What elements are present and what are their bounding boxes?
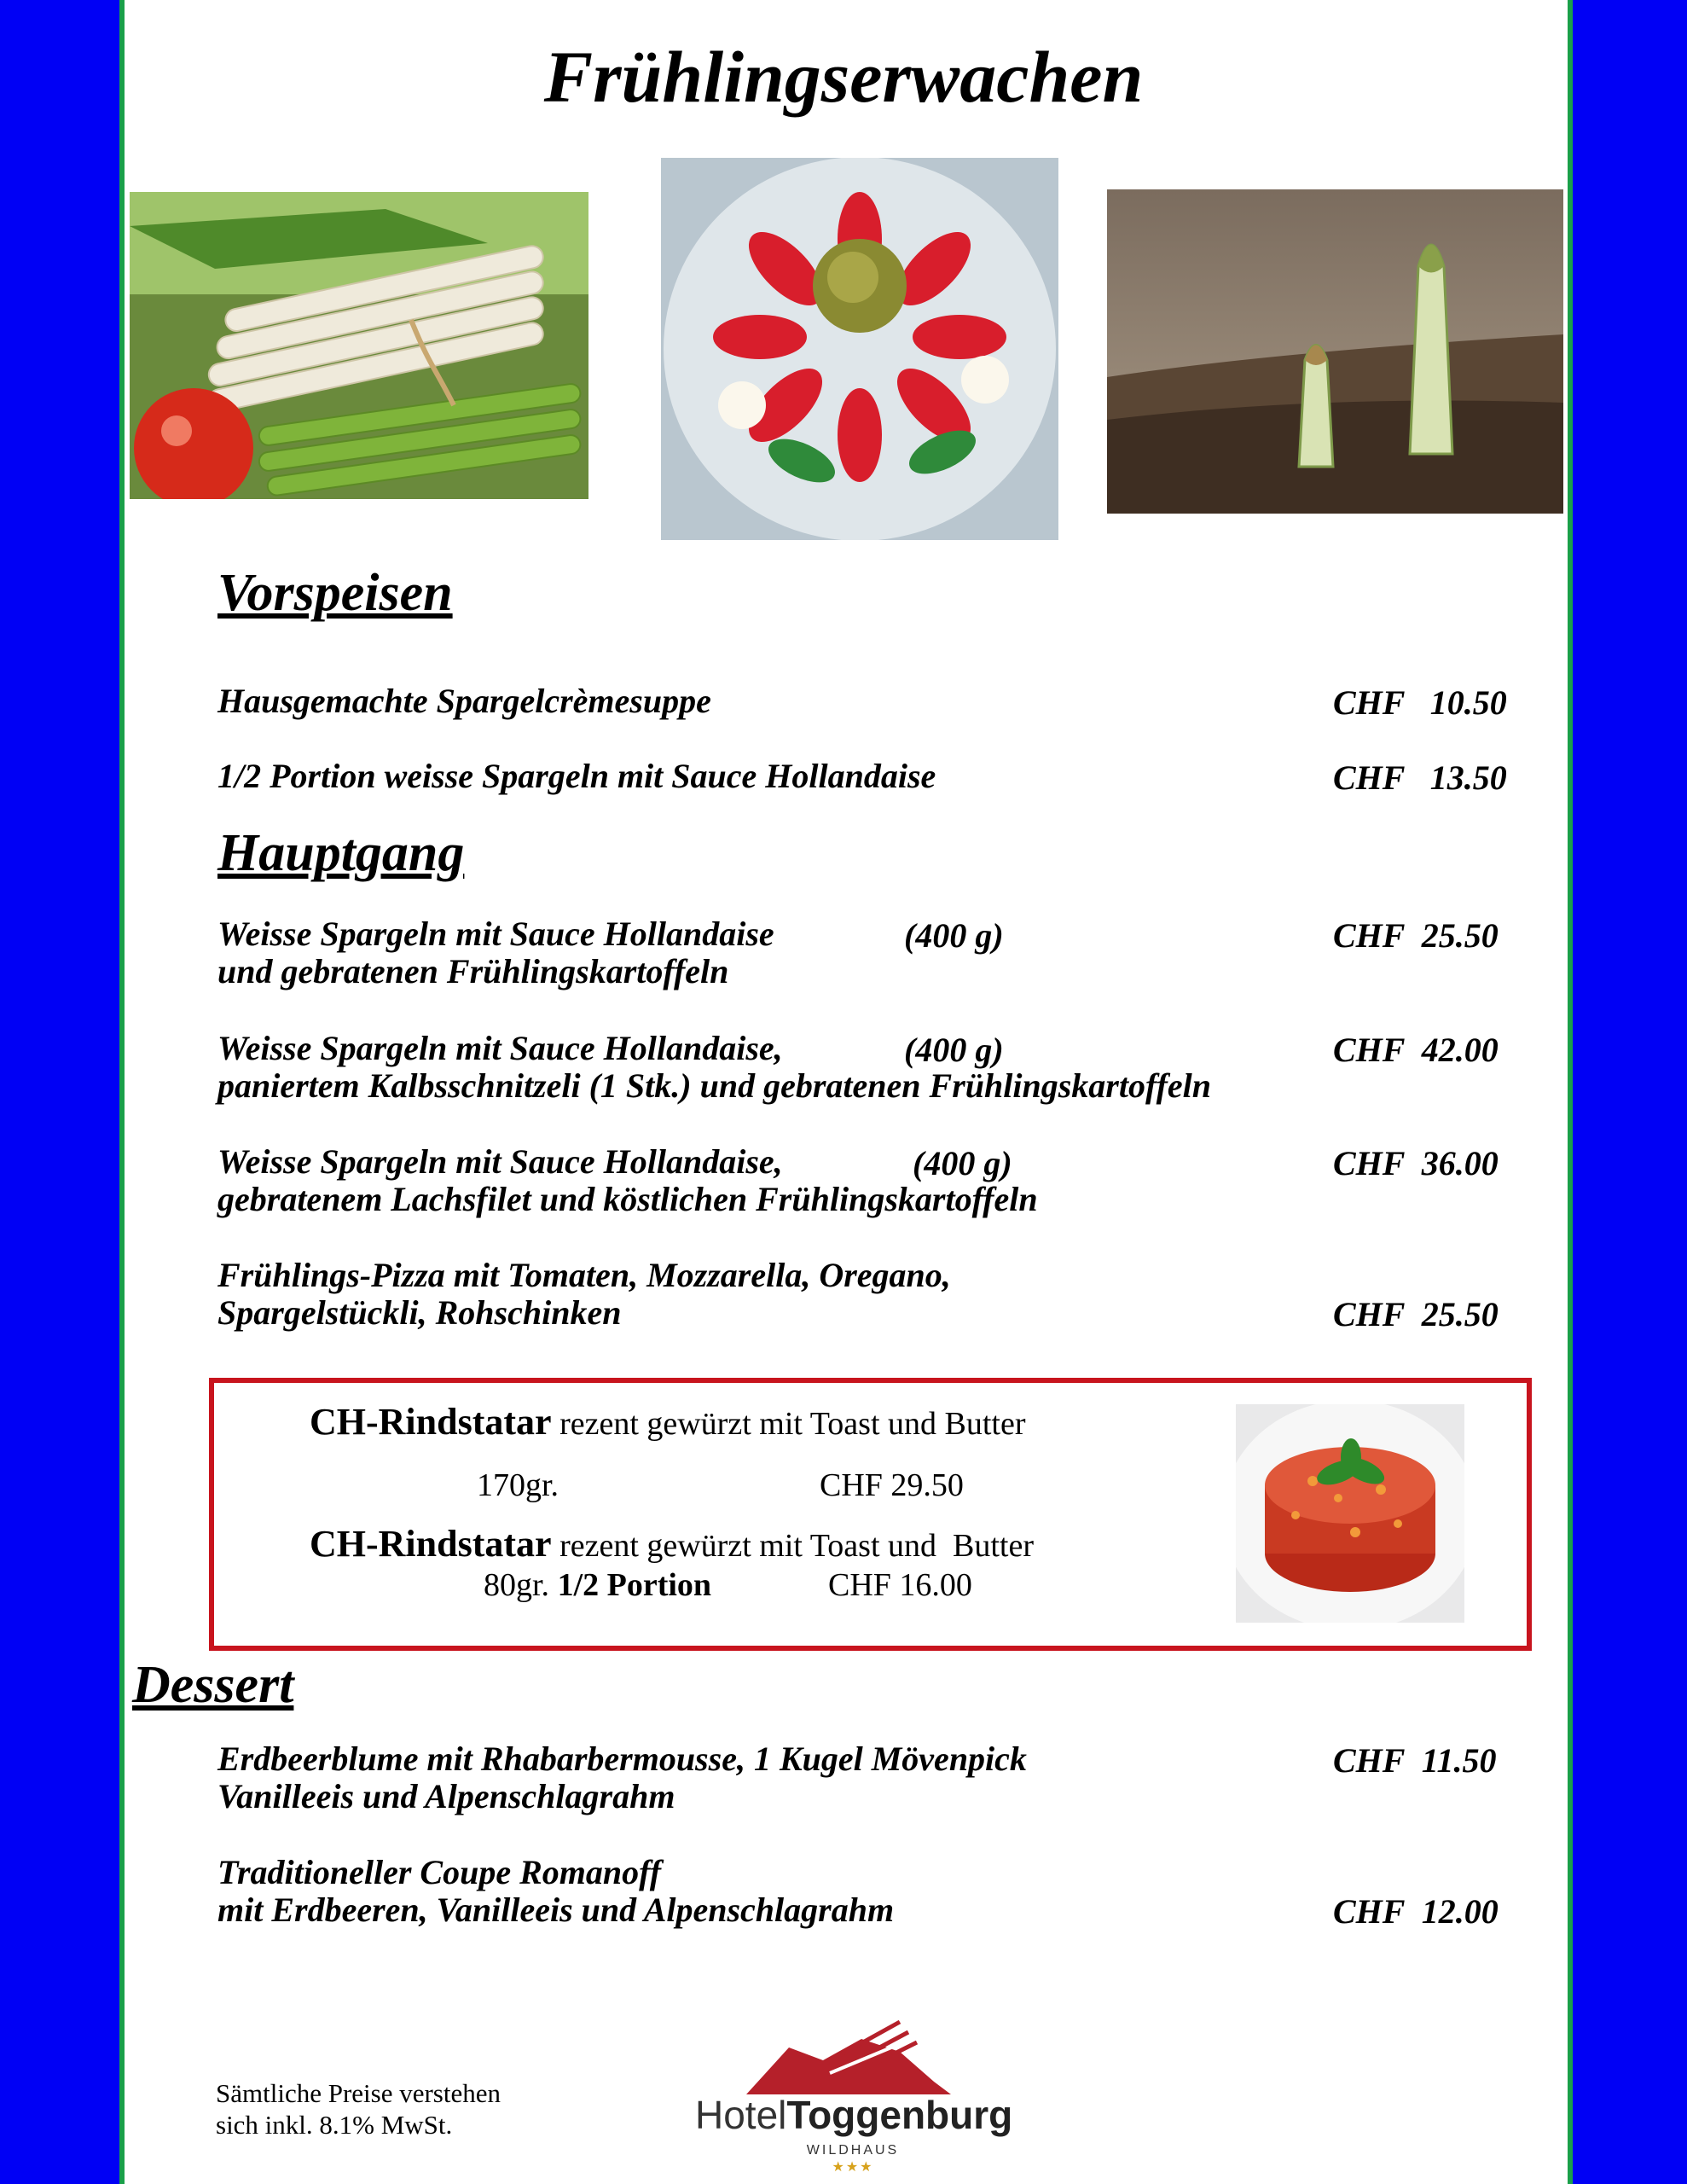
menu-item-price: CHF 13.50 xyxy=(1333,758,1507,797)
menu-item-price: CHF 42.00 xyxy=(1333,1031,1499,1069)
menu-item xyxy=(217,1854,894,1929)
logo-name: Toggenburg xyxy=(786,2093,1013,2137)
mountain-logo-icon xyxy=(695,2013,1011,2094)
special-size: 170gr. xyxy=(477,1467,559,1503)
hotel-logo-wordmark xyxy=(695,2092,1011,2138)
menu-item-weight: (400 g) xyxy=(904,916,1004,955)
footnote-line: Sämtliche Preise verstehen xyxy=(216,2078,501,2108)
page-title: Frühlingserwachen xyxy=(543,36,1144,118)
menu-item-price: CHF 12.00 xyxy=(1333,1892,1499,1931)
menu-item xyxy=(217,1740,1027,1815)
left-blue-border xyxy=(0,0,125,2184)
menu-item-price: CHF 10.50 xyxy=(1333,683,1507,722)
menu-item-line: Weisse Spargeln mit Sauce Hollandaise xyxy=(217,915,774,953)
special-line-2 xyxy=(310,1522,1034,1565)
section-heading-mains: Hauptgang xyxy=(217,824,465,882)
menu-item-name: 1/2 Portion weisse Spargeln mit Sauce Hollandaise xyxy=(217,757,936,795)
special-price: CHF 16.00 xyxy=(828,1567,972,1603)
menu-item xyxy=(217,915,774,990)
menu-item-price: CHF 25.50 xyxy=(1333,1295,1499,1333)
beef-tartare-photo xyxy=(1236,1404,1464,1623)
menu-item-line: mit Erdbeeren, Vanilleeis und Alpenschlagrahm xyxy=(217,1891,895,1929)
section-heading-dessert: Dessert xyxy=(132,1656,294,1714)
menu-item-line: und gebratenen Frühlingskartoffeln xyxy=(217,952,729,990)
menu-item-name: Hausgemachte Spargelcrèmesuppe xyxy=(217,682,711,720)
menu-item-weight: (400 g) xyxy=(913,1144,1012,1182)
special-portion: 1/2 Portion xyxy=(557,1567,712,1603)
special-size: 80gr. xyxy=(484,1567,550,1603)
asparagus-sprout-photo xyxy=(1107,189,1563,514)
strawberry-flower-photo xyxy=(661,158,1058,540)
menu-item-weight: (400 g) xyxy=(904,1031,1004,1069)
special-description: rezent gewürzt mit Toast und Butter xyxy=(559,1406,1026,1442)
menu-item-line: Vanilleeis und Alpenschlagrahm xyxy=(217,1777,675,1815)
menu-item xyxy=(217,1257,951,1332)
section-heading-starters: Vorspeisen xyxy=(217,564,453,622)
menu-item-line: gebratenem Lachsfilet und köstlichen Frühlingskartoffeln xyxy=(217,1180,1038,1218)
special-price: CHF 29.50 xyxy=(820,1467,964,1503)
logo-hotel: Hotel xyxy=(695,2093,787,2137)
tatar-special-box xyxy=(209,1378,1532,1651)
logo-place: WILDHAUS xyxy=(806,2143,900,2158)
menu-item-line: Frühlings-Pizza mit Tomaten, Mozzarella, Oregano, xyxy=(217,1256,951,1294)
menu-item-price: CHF 36.00 xyxy=(1333,1144,1499,1182)
special-line-1 xyxy=(310,1400,1026,1443)
special-name: CH-Rindstatar xyxy=(310,1401,552,1443)
menu-item-price: CHF 25.50 xyxy=(1333,916,1499,955)
right-blue-border xyxy=(1568,0,1687,2184)
hotel-logo xyxy=(695,2013,1011,2180)
menu-item-line: Weisse Spargeln mit Sauce Hollandaise, xyxy=(217,1029,783,1067)
menu-item-line: Erdbeerblume mit Rhabarbermousse, 1 Kugel Mövenpick xyxy=(217,1740,1027,1778)
menu-item xyxy=(217,1030,1211,1105)
special-name: CH-Rindstatar xyxy=(310,1523,552,1565)
menu-item-line: Spargelstückli, Rohschinken xyxy=(217,1293,622,1332)
logo-stars-icon: ★★★ xyxy=(832,2160,874,2175)
special-description: rezent gewürzt mit Toast und Butter xyxy=(559,1528,1034,1564)
menu-item-line: Weisse Spargeln mit Sauce Hollandaise, xyxy=(217,1142,783,1181)
menu-item-line: paniertem Kalbsschnitzeli (1 Stk.) und gebratenen Frühlingskartoffeln xyxy=(217,1066,1212,1105)
menu-item-price: CHF 11.50 xyxy=(1333,1741,1497,1780)
vat-footnote xyxy=(216,2077,501,2140)
menu-item-line: Traditioneller Coupe Romanoff xyxy=(217,1853,662,1891)
special-size-line xyxy=(484,1566,711,1604)
footnote-line: sich inkl. 8.1% MwSt. xyxy=(216,2110,453,2140)
asparagus-bundle-photo xyxy=(130,192,588,499)
